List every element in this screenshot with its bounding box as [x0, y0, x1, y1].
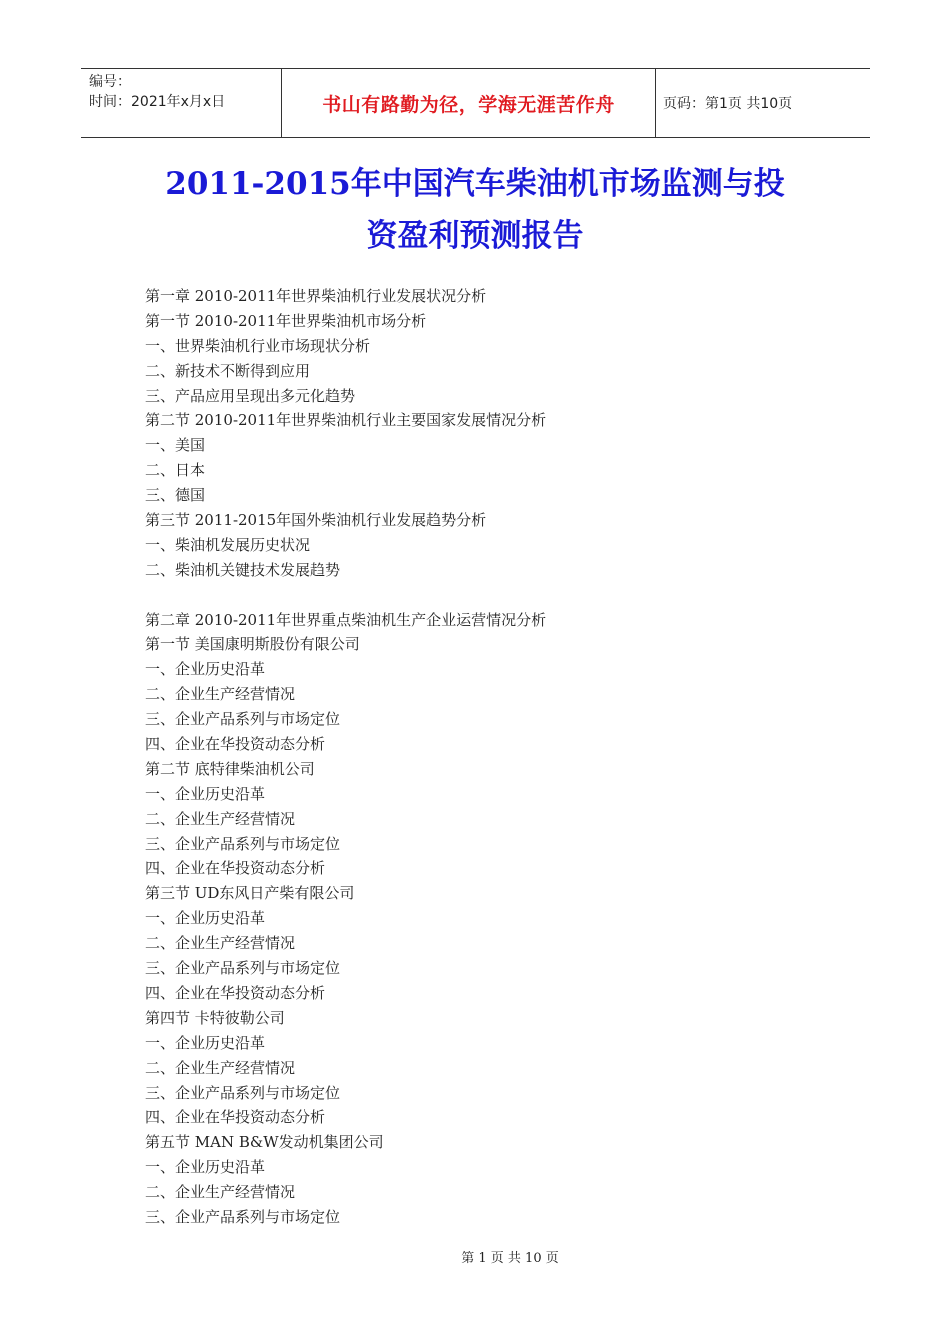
- toc-entry: 三、企业产品系列与市场定位: [145, 834, 341, 853]
- footer-page-number: 第 1 页 共 10 页: [461, 1251, 559, 1266]
- toc-entry: 三、产品应用呈现出多元化趋势: [145, 386, 356, 405]
- toc-entry: 三、企业产品系列与市场定位: [145, 1083, 341, 1102]
- toc-entry: 四、企业在华投资动态分析: [145, 983, 326, 1002]
- toc-entry: 一、企业历史沿革: [145, 1158, 266, 1177]
- toc-entry: 四、企业在华投资动态分析: [145, 1108, 326, 1127]
- toc-entry: 一、美国: [145, 436, 206, 455]
- toc-spacer: [145, 583, 546, 608]
- toc-entry: 一、企业历史沿革: [145, 784, 266, 803]
- toc-entry: 三、企业产品系列与市场定位: [145, 959, 341, 978]
- toc-entry: 第五节 MAN B&W发动机集团公司: [145, 1133, 384, 1152]
- toc-entry: 第一节 2010-2011年世界柴油机市场分析: [145, 311, 427, 330]
- toc-entry: 二、企业生产经营情况: [145, 1183, 296, 1202]
- header-page-cell: [655, 69, 870, 137]
- page-header-table: [81, 68, 870, 138]
- toc-entry: 第二节 2010-2011年世界柴油机行业主要国家发展情况分析: [145, 411, 547, 430]
- toc-entry: 第三节 2011-2015年国外柴油机行业发展趋势分析: [145, 511, 487, 530]
- toc-entry: 第二章 2010-2011年世界重点柴油机生产企业运营情况分析: [145, 610, 547, 629]
- date-label: 时间：2021年x月x日: [89, 94, 226, 110]
- serial-label: 编号：: [89, 74, 131, 90]
- toc-entry: 二、柴油机关键技术发展趋势: [145, 560, 341, 579]
- toc-entry: 一、企业历史沿革: [145, 660, 266, 679]
- toc-entry: 二、企业生产经营情况: [145, 809, 296, 828]
- toc-entry: 二、新技术不断得到应用: [145, 361, 311, 380]
- toc-entry: 第三节 UD东风日产柴有限公司: [145, 884, 355, 903]
- toc-entry: 一、企业历史沿革: [145, 909, 266, 928]
- toc-entry: 三、企业产品系列与市场定位: [145, 1207, 341, 1226]
- toc-entry: 三、德国: [145, 486, 206, 505]
- toc-entry: 一、企业历史沿革: [145, 1033, 266, 1052]
- header-meta-cell: [81, 69, 281, 137]
- toc-entry: 第二节 底特律柴油机公司: [145, 759, 315, 778]
- toc-entry: 一、世界柴油机行业市场现状分析: [145, 336, 371, 355]
- toc-entry: 二、企业生产经营情况: [145, 685, 296, 704]
- toc-entry: 四、企业在华投资动态分析: [145, 735, 326, 754]
- toc-entry: 第四节 卡特彼勒公司: [145, 1008, 285, 1027]
- document-title-line-1: 2011-2015年中国汽车柴油机市场监测与投: [165, 166, 785, 202]
- header-motto-cell: [281, 69, 656, 137]
- table-of-contents: [145, 284, 546, 1230]
- toc-entry: 二、企业生产经营情况: [145, 934, 296, 953]
- document-title-line-2: 资盈利预测报告: [366, 218, 584, 254]
- page-footer: [0, 1247, 950, 1266]
- toc-entry: 第一章 2010-2011年世界柴油机行业发展状况分析: [145, 287, 487, 305]
- page-info: 页码：第1页 共10页: [663, 96, 793, 112]
- toc-entry: 三、企业产品系列与市场定位: [145, 710, 341, 729]
- toc-entry: 四、企业在华投资动态分析: [145, 859, 326, 878]
- toc-entry: 二、企业生产经营情况: [145, 1058, 296, 1077]
- toc-entry: 第一节 美国康明斯股份有限公司: [145, 635, 360, 654]
- motto-text: 书山有路勤为径，学海无涯苦作舟: [322, 93, 615, 116]
- toc-entry: 二、日本: [145, 461, 206, 480]
- toc-entry: 一、柴油机发展历史状况: [145, 535, 311, 554]
